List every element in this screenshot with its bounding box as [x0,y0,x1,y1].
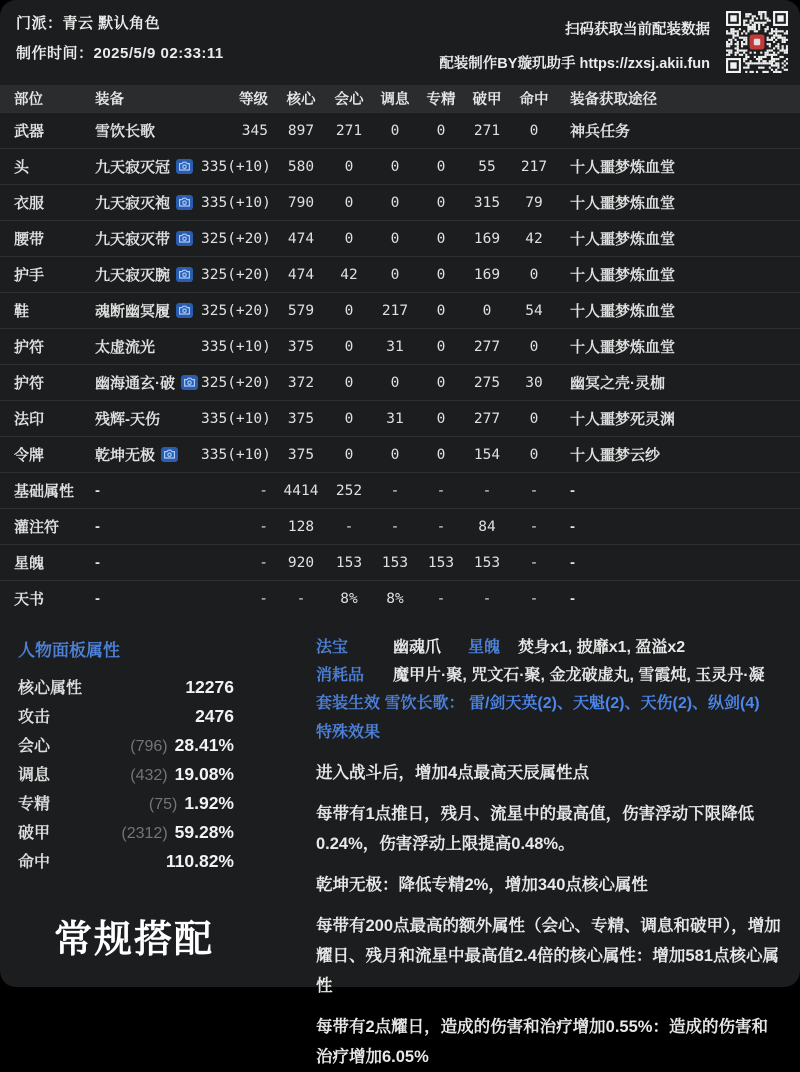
col-pierce: 破甲 [464,85,510,113]
breath-cell: 0 [372,149,418,185]
stat-list [16,675,316,878]
equip-cell [82,581,200,617]
equip-cell [82,149,200,185]
hit-cell: 0 [510,113,558,149]
equip-cell [82,329,200,365]
detail-panel [316,630,784,1072]
hit-cell: 30 [510,365,558,401]
stat-row [18,704,234,733]
panel-title: 人物面板属性 [18,641,120,660]
equip-name: - [95,518,100,535]
hit-cell: 217 [510,149,558,185]
focus-cell: - [418,473,464,509]
stat-value-group [130,735,234,756]
pierce-cell: 154 [464,437,510,473]
source-cell: 十人噩梦死灵渊 [558,401,800,437]
slot-cell: 令牌 [0,437,82,473]
table-row [0,293,800,329]
level-cell: - [200,581,276,617]
table-row [0,113,800,149]
equip-cell [82,365,200,401]
breath-cell: 0 [372,437,418,473]
core-cell: 580 [276,149,326,185]
hit-cell: - [510,509,558,545]
crit-cell: - [326,509,372,545]
level-cell: - [200,545,276,581]
set-name: 雪饮长歌： [384,695,465,712]
core-cell: 897 [276,113,326,149]
special-effect-text: 每带有2点耀日，造成的伤害和治疗增加0.55%：造成的伤害和治疗增加6.05% [316,1018,768,1066]
character-panel [16,630,316,1072]
credit-line[interactable]: 配装制作BY璇玑助手 https://zxsj.akii.fun [439,56,710,72]
focus-cell: 153 [418,545,464,581]
camera-badge-icon[interactable] [176,303,193,318]
hit-cell: 42 [510,221,558,257]
breath-cell: 31 [372,329,418,365]
focus-cell: 0 [418,149,464,185]
source-cell: 十人噩梦云纱 [558,437,800,473]
source-cell: - [558,545,800,581]
pierce-cell: - [464,473,510,509]
starsoul-value: 焚身x1, 披靡x1, 盈溢x2 [518,639,686,656]
col-source: 装备获取途径 [558,85,800,113]
source-cell: - [558,473,800,509]
table-row [0,401,800,437]
hit-cell: 0 [510,257,558,293]
table-row [0,257,800,293]
slot-cell: 护手 [0,257,82,293]
stat-label: 调息 [18,767,51,784]
equip-cell [82,185,200,221]
summary-section [0,616,800,1072]
stat-value: 59.28% [174,822,234,842]
hit-cell: 79 [510,185,558,221]
consumable-row [316,662,784,690]
stat-label: 破甲 [18,825,51,842]
slot-cell: 灌注符 [0,509,82,545]
focus-cell: 0 [418,293,464,329]
hit-cell: 0 [510,401,558,437]
stat-value-group [149,793,234,814]
focus-cell: 0 [418,329,464,365]
core-cell: 375 [276,329,326,365]
equip-name: - [95,482,100,499]
stat-row [18,733,234,762]
level-cell: 345 [200,113,276,149]
stat-value-group [166,851,234,872]
stat-label: 会心 [18,738,51,755]
col-crit: 会心 [326,85,372,113]
camera-badge-icon[interactable] [181,375,198,390]
core-cell: 579 [276,293,326,329]
source-cell: 幽冥之壳·灵枷 [558,365,800,401]
core-cell: 372 [276,365,326,401]
level-cell: - [200,509,276,545]
equip-name: 九天寂灭带 [95,231,171,248]
crit-cell: 8% [326,581,372,617]
slot-cell: 基础属性 [0,473,82,509]
focus-cell: 0 [418,221,464,257]
col-breath: 调息 [372,85,418,113]
level-cell: 335(+10) [200,401,276,437]
crit-cell: 0 [326,221,372,257]
equip-cell [82,473,200,509]
pierce-cell: 169 [464,257,510,293]
focus-cell: 0 [418,365,464,401]
table-row [0,329,800,365]
core-cell: 474 [276,257,326,293]
focus-cell: 0 [418,185,464,221]
stat-label: 命中 [18,854,51,871]
stat-value: 2476 [195,706,234,726]
core-cell: - [276,581,326,617]
equip-cell [82,545,200,581]
special-effects-title: 特殊效果 [316,724,381,741]
table-row [0,221,800,257]
equip-name: 雪饮长歌 [95,123,156,140]
source-cell: 十人噩梦炼血堂 [558,185,800,221]
core-cell: 128 [276,509,326,545]
stat-value-group [121,822,234,843]
focus-cell: 0 [418,437,464,473]
stat-value: 19.08% [174,764,234,784]
breath-cell: 217 [372,293,418,329]
stat-value-group [185,677,234,698]
level-cell: 335(+10) [200,437,276,473]
pierce-cell: 153 [464,545,510,581]
source-cell: 十人噩梦炼血堂 [558,293,800,329]
stat-row [18,820,234,849]
breath-cell: 153 [372,545,418,581]
slot-cell: 护符 [0,329,82,365]
col-core: 核心 [276,85,326,113]
source-cell: 十人噩梦炼血堂 [558,149,800,185]
camera-badge-icon[interactable] [176,231,193,246]
card-header [0,0,800,85]
equip-cell [82,293,200,329]
stat-value-group [130,764,234,785]
pierce-cell: 271 [464,113,510,149]
equip-cell [82,257,200,293]
consumable-value: 魔甲片·聚, 咒文石·聚, 金龙破虚丸, 雪霞炖, 玉灵丹·凝 [393,667,765,684]
core-cell: 375 [276,437,326,473]
focus-cell: - [418,509,464,545]
stat-value-group [195,706,234,727]
source-cell: 十人噩梦炼血堂 [558,221,800,257]
hit-cell: - [510,473,558,509]
equip-name: 九天寂灭冠 [95,159,171,176]
col-hit: 命中 [510,85,558,113]
sect-line: 门派：青云 默认角色 [16,15,161,32]
camera-badge-icon[interactable] [176,267,193,282]
slot-cell: 星魄 [0,545,82,581]
pierce-cell: 277 [464,401,510,437]
table-row [0,149,800,185]
special-effect-text: 乾坤无极：降低专精2%，增加340点核心属性 [316,876,648,894]
pierce-cell: 275 [464,365,510,401]
stat-raw-value: (432) [130,767,168,784]
pierce-cell: 277 [464,329,510,365]
level-cell: 335(+10) [200,149,276,185]
col-level: 等级 [200,85,276,113]
pierce-cell: 169 [464,221,510,257]
level-cell: 325(+20) [200,293,276,329]
stat-raw-value: (2312) [121,825,168,842]
camera-badge-icon[interactable] [176,159,193,174]
treasure-row [316,634,784,662]
breath-cell: 0 [372,221,418,257]
qr-code [724,11,790,73]
core-cell: 790 [276,185,326,221]
equip-name: - [95,590,100,607]
special-effect-text: 每带有1点推日，残月、流星中的最高值，伤害浮动下限降低0.24%，伤害浮动上限提高0.48%。 [316,805,755,853]
level-cell: 325(+20) [200,257,276,293]
source-cell: 十人噩梦炼血堂 [558,329,800,365]
crit-cell: 0 [326,365,372,401]
stat-raw-value: (75) [148,796,178,813]
slot-cell: 头 [0,149,82,185]
crit-cell: 252 [326,473,372,509]
stat-row [18,849,234,878]
crit-cell: 0 [326,293,372,329]
core-cell: 375 [276,401,326,437]
source-cell: - [558,509,800,545]
slot-cell: 武器 [0,113,82,149]
breath-cell: 31 [372,401,418,437]
table-header-row [0,85,800,113]
breath-cell: 0 [372,113,418,149]
treasure-label: 法宝 [316,639,349,656]
source-cell: 十人噩梦炼血堂 [558,257,800,293]
treasure-value: 幽魂爪 [393,639,442,656]
table-row [0,473,800,509]
table-row [0,437,800,473]
set-items: 雷/剑天英(2)、天魁(2)、天伤(2)、纵剑(4) [468,695,760,712]
set-label: 套装生效 [316,695,381,712]
equip-cell [82,401,200,437]
slot-cell: 天书 [0,581,82,617]
col-slot: 部位 [0,85,82,113]
equip-cell [82,437,200,473]
crit-cell: 271 [326,113,372,149]
crit-cell: 0 [326,149,372,185]
crit-cell: 153 [326,545,372,581]
slot-cell: 衣服 [0,185,82,221]
stat-value: 12276 [185,677,234,697]
pierce-cell: 84 [464,509,510,545]
breath-cell: 0 [372,365,418,401]
breath-cell: - [372,473,418,509]
stat-label: 攻击 [18,709,51,726]
hit-cell: - [510,545,558,581]
equip-name: 太虚流光 [95,339,156,356]
stat-value: 28.41% [174,735,234,755]
pierce-cell: 0 [464,293,510,329]
stat-value: 110.82% [165,851,234,871]
special-effects-list [316,758,784,1072]
starsoul-label: 星魄 [468,639,501,656]
focus-cell: 0 [418,113,464,149]
camera-badge-icon[interactable] [176,195,193,210]
slot-cell: 鞋 [0,293,82,329]
hit-cell: 54 [510,293,558,329]
slot-cell: 腰带 [0,221,82,257]
slot-cell: 护符 [0,365,82,401]
breath-cell: 0 [372,257,418,293]
stat-row [18,791,234,820]
equip-cell [82,221,200,257]
pierce-cell: 315 [464,185,510,221]
crit-cell: 0 [326,401,372,437]
equip-name: 幽海通玄·破 [95,375,175,392]
level-cell: 325(+20) [200,365,276,401]
equipment-table [0,85,800,616]
hit-cell: 0 [510,437,558,473]
table-row [0,545,800,581]
table-row [0,581,800,617]
hit-cell: - [510,581,558,617]
hit-cell: 0 [510,329,558,365]
stat-label: 核心属性 [18,680,83,697]
special-effect-text: 进入战斗后，增加4点最高天辰属性点 [316,764,590,782]
focus-cell: 0 [418,257,464,293]
equip-name: 残辉-天伤 [95,411,160,428]
equip-name: 九天寂灭袍 [95,195,171,212]
camera-badge-icon[interactable] [161,447,178,462]
table-row [0,509,800,545]
col-focus: 专精 [418,85,464,113]
level-cell: 325(+20) [200,221,276,257]
stat-value: 1.92% [184,793,234,813]
equip-cell [82,113,200,149]
core-cell: 4414 [276,473,326,509]
build-name: 常规搭配 [54,919,215,961]
stat-row [18,675,234,704]
focus-cell: - [418,581,464,617]
level-cell: - [200,473,276,509]
slot-cell: 法印 [0,401,82,437]
equip-name: 魂断幽冥履 [95,303,171,320]
pierce-cell: - [464,581,510,617]
scan-hint: 扫码获取当前配装数据 [565,22,710,38]
crit-cell: 0 [326,437,372,473]
stat-label: 专精 [18,796,51,813]
focus-cell: 0 [418,401,464,437]
pierce-cell: 55 [464,149,510,185]
source-cell: - [558,581,800,617]
equip-name: - [95,554,100,571]
breath-cell: 0 [372,185,418,221]
crit-cell: 42 [326,257,372,293]
table-row [0,365,800,401]
breath-cell: 8% [372,581,418,617]
core-cell: 474 [276,221,326,257]
core-cell: 920 [276,545,326,581]
set-effect-row [316,690,784,718]
equip-cell [82,509,200,545]
source-cell: 神兵任务 [558,113,800,149]
crit-cell: 0 [326,185,372,221]
crit-cell: 0 [326,329,372,365]
created-time: 制作时间：2025/5/9 02:33:11 [16,45,224,62]
table-row [0,185,800,221]
level-cell: 335(+10) [200,185,276,221]
consumable-label: 消耗品 [316,667,365,684]
stat-row [18,762,234,791]
breath-cell: - [372,509,418,545]
equip-name: 乾坤无极 [95,447,156,464]
level-cell: 335(+10) [200,329,276,365]
col-equip: 装备 [82,85,200,113]
special-effect-text: 每带有200点最高的额外属性（会心、专精、调息和破甲），增加耀日、残月和流星中最高值2.4倍的核心属性：增加581点核心属性 [316,917,781,995]
stat-raw-value: (796) [130,738,168,755]
equip-name: 九天寂灭腕 [95,267,171,284]
